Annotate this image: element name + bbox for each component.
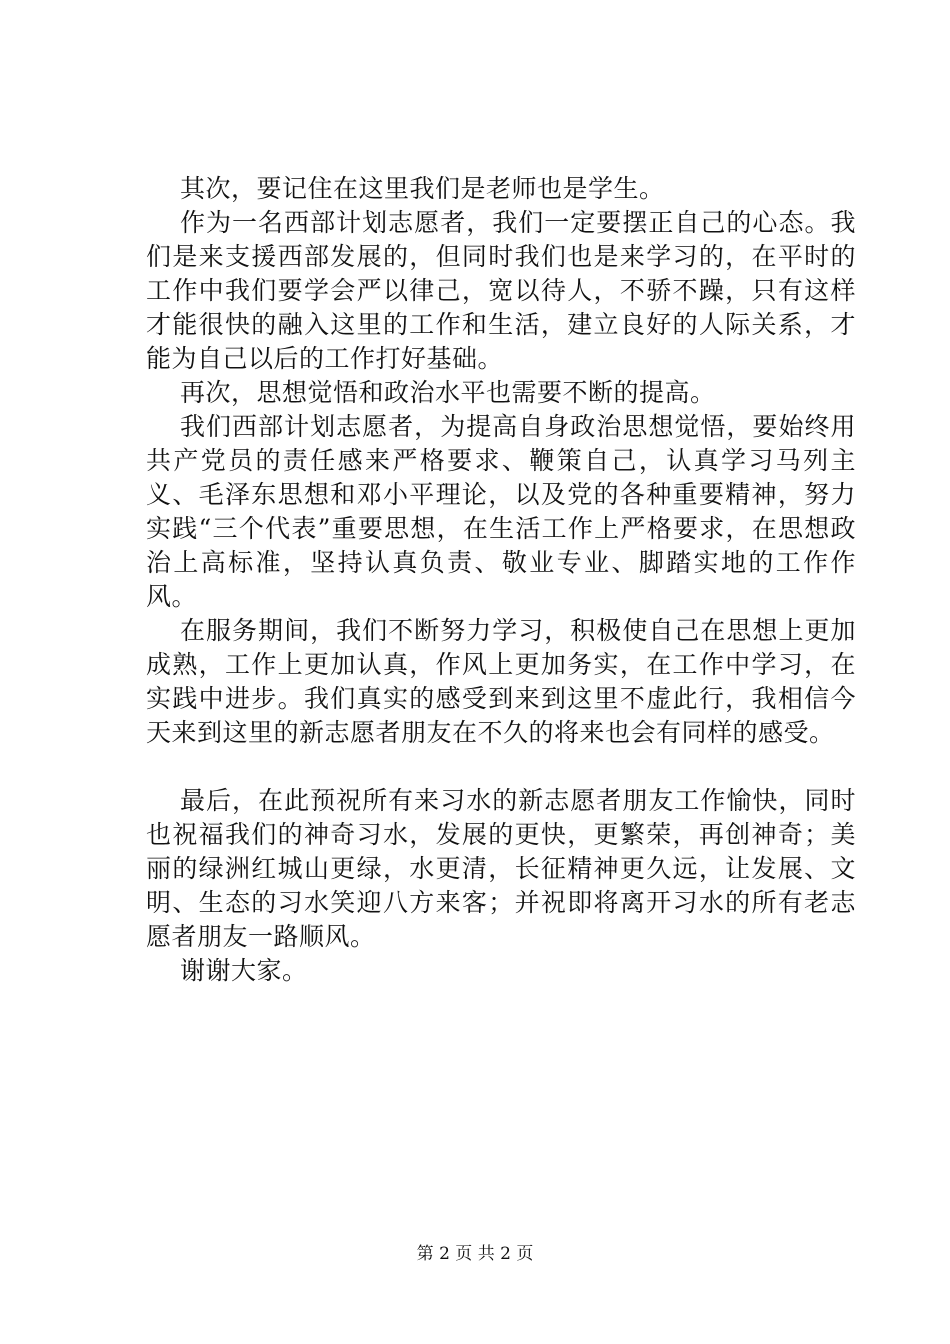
paragraph-finally: 最后，在此预祝所有来习水的新志愿者朋友工作愉快，同时也祝福我们的神奇习水，发展的更快，更繁荣，再创神奇；美丽的绿洲红城山更绿，水更清，长征精神更久远，让发展、文明、生态的习水笑迎八方来客；并祝即将离开习水的所有老志愿者朋友一路顺风。	[146, 786, 856, 951]
paragraph-volunteer-attitude: 作为一名西部计划志愿者，我们一定要摆正自己的心态。我们是来支援西部发展的，但同时我们也是来学习的，在平时的工作中我们要学会严以律己，宽以待人，不骄不躁，只有这样才能很快的融入这里的工作和生活，建立良好的人际关系，才能为自己以后的工作打好基础。	[146, 208, 856, 373]
paragraph-service-period: 在服务期间，我们不断努力学习，积极使自己在思想上更加成熟，工作上更加认真，作风上更加务实，在工作中学习，在实践中进步。我们真实的感受到来到这里不虚此行，我相信今天来到这里的新志愿者朋友在不久的将来也会有同样的感受。	[146, 616, 856, 747]
paragraph-thirdly: 再次，思想觉悟和政治水平也需要不断的提高。	[180, 378, 716, 407]
paragraph-political-awareness: 我们西部计划志愿者，为提高自身政治思想觉悟，要始终用共产党员的责任感来严格要求、鞭策自己，认真学习马列主义、毛泽东思想和邓小平理论，以及党的各种重要精神，努力实践“三个代表”重要思想，在生活工作上严格要求，在思想政治上高标准，坚持认真负责、敬业专业、脚踏实地的工作作风。	[146, 412, 856, 611]
page-footer: 第 2 页 共 2 页	[416, 1244, 534, 1264]
paragraph-thanks: 谢谢大家。	[180, 956, 308, 985]
paragraph-secondly: 其次，要记住在这里我们是老师也是学生。	[180, 174, 665, 203]
document-body	[146, 172, 856, 988]
